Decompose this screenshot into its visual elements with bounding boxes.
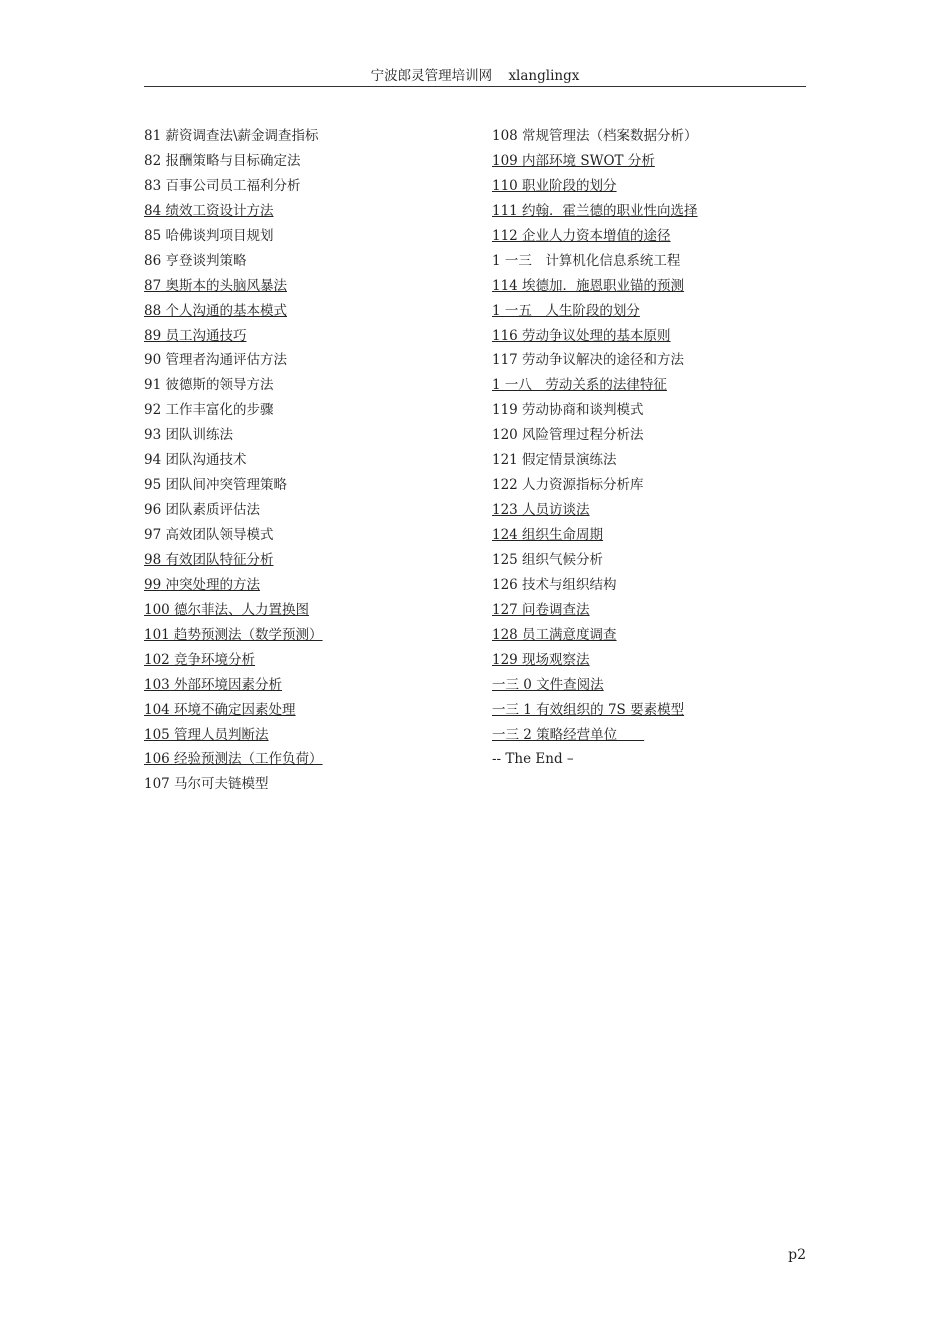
toc-item: 126 技术与组织结构 — [492, 576, 617, 593]
left-column-list — [144, 124, 474, 797]
toc-item: 92 工作丰富化的步骤 — [144, 402, 274, 419]
toc-item: 86 亨登谈判策略 — [144, 252, 247, 269]
toc-item: 85 哈佛谈判项目规划 — [144, 227, 274, 244]
toc-link[interactable]: 102 竞争环境分析 — [144, 651, 256, 668]
toc-link[interactable]: 100 德尔菲法、人力置换图 — [144, 601, 310, 618]
toc-link[interactable]: 一三 2 策略经营单位 — [492, 726, 645, 743]
header-handle: xlanglingx — [508, 68, 580, 84]
toc-item: 82 报酬策略与目标确定法 — [144, 152, 301, 169]
toc-link[interactable]: 84 绩效工资设计方法 — [144, 202, 274, 219]
toc-link[interactable]: 1 一五 人生阶段的划分 — [492, 302, 640, 319]
toc-link[interactable]: 127 问卷调查法 — [492, 601, 590, 618]
toc-item: 107 马尔可夫链模型 — [144, 776, 269, 793]
toc-item: 95 团队间冲突管理策略 — [144, 477, 287, 494]
toc-link[interactable]: 129 现场观察法 — [492, 651, 590, 668]
toc-link[interactable]: 101 趋势预测法（数学预测） — [144, 626, 323, 643]
toc-link[interactable]: 110 职业阶段的划分 — [492, 177, 617, 194]
toc-item: 108 常规管理法（档案数据分析） — [492, 128, 698, 144]
toc-item: 96 团队素质评估法 — [144, 502, 260, 519]
page-header — [144, 66, 806, 87]
toc-item: 91 彼德斯的领导方法 — [144, 377, 274, 394]
toc-link[interactable]: 一三 1 有效组织的 7S 要素模型 — [492, 701, 685, 718]
toc-link[interactable]: 89 员工沟通技巧 — [144, 327, 247, 344]
toc-link[interactable]: 106 经验预测法（工作负荷） — [144, 751, 323, 768]
toc-item: -- The End – — [492, 751, 574, 768]
toc-item: 122 人力资源指标分析库 — [492, 477, 644, 494]
toc-item: 121 假定情景演练法 — [492, 452, 617, 469]
toc-link[interactable]: 一三 0 文件查阅法 — [492, 676, 604, 693]
toc-link[interactable]: 88 个人沟通的基本模式 — [144, 302, 287, 319]
toc-link[interactable]: 105 管理人员判断法 — [144, 726, 269, 743]
toc-link[interactable]: 99 冲突处理的方法 — [144, 576, 260, 593]
toc-link[interactable]: 104 环境不确定因素处理 — [144, 701, 296, 718]
toc-link[interactable]: 112 企业人力资本增值的途径 — [492, 227, 671, 244]
toc-link[interactable]: 87 奥斯本的头脑风暴法 — [144, 277, 287, 294]
toc-item: 83 百事公司员工福利分析 — [144, 177, 301, 194]
toc-link[interactable]: 111 约翰．霍兰德的职业性向选择 — [492, 202, 698, 219]
toc-item: 120 风险管理过程分析法 — [492, 427, 644, 444]
toc-item: 81 薪资调查法\薪金调查指标 — [144, 128, 319, 144]
toc-link[interactable]: 98 有效团队特征分析 — [144, 551, 274, 568]
toc-item: 119 劳动协商和谈判模式 — [492, 402, 644, 419]
toc-item: 93 团队训练法 — [144, 427, 233, 444]
toc-item: 1 一三 计算机化信息系统工程 — [492, 252, 681, 269]
toc-link[interactable]: 103 外部环境因素分析 — [144, 676, 283, 693]
toc-link[interactable]: 109 内部环境 SWOT 分析 — [492, 152, 655, 169]
page-number: p2 — [788, 1247, 806, 1263]
toc-item: 97 高效团队领导模式 — [144, 527, 274, 543]
right-column-list — [492, 124, 822, 772]
header-site-name: 宁波郎灵管理培训网 — [370, 68, 493, 84]
toc-link[interactable]: 1 一八 劳动关系的法律特征 — [492, 377, 667, 394]
toc-item: 94 团队沟通技术 — [144, 452, 247, 469]
toc-item: 117 劳动争议解决的途径和方法 — [492, 352, 685, 369]
toc-link[interactable]: 116 劳动争议处理的基本原则 — [492, 327, 671, 344]
toc-item: 90 管理者沟通评估方法 — [144, 352, 287, 369]
toc-link[interactable]: 123 人员访谈法 — [492, 502, 590, 519]
toc-item: 125 组织气候分析 — [492, 551, 604, 568]
toc-link[interactable]: 128 员工满意度调查 — [492, 626, 617, 643]
toc-link[interactable]: 124 组织生命周期 — [492, 527, 604, 543]
toc-link[interactable]: 114 埃德加．施恩职业锚的预测 — [492, 277, 685, 294]
